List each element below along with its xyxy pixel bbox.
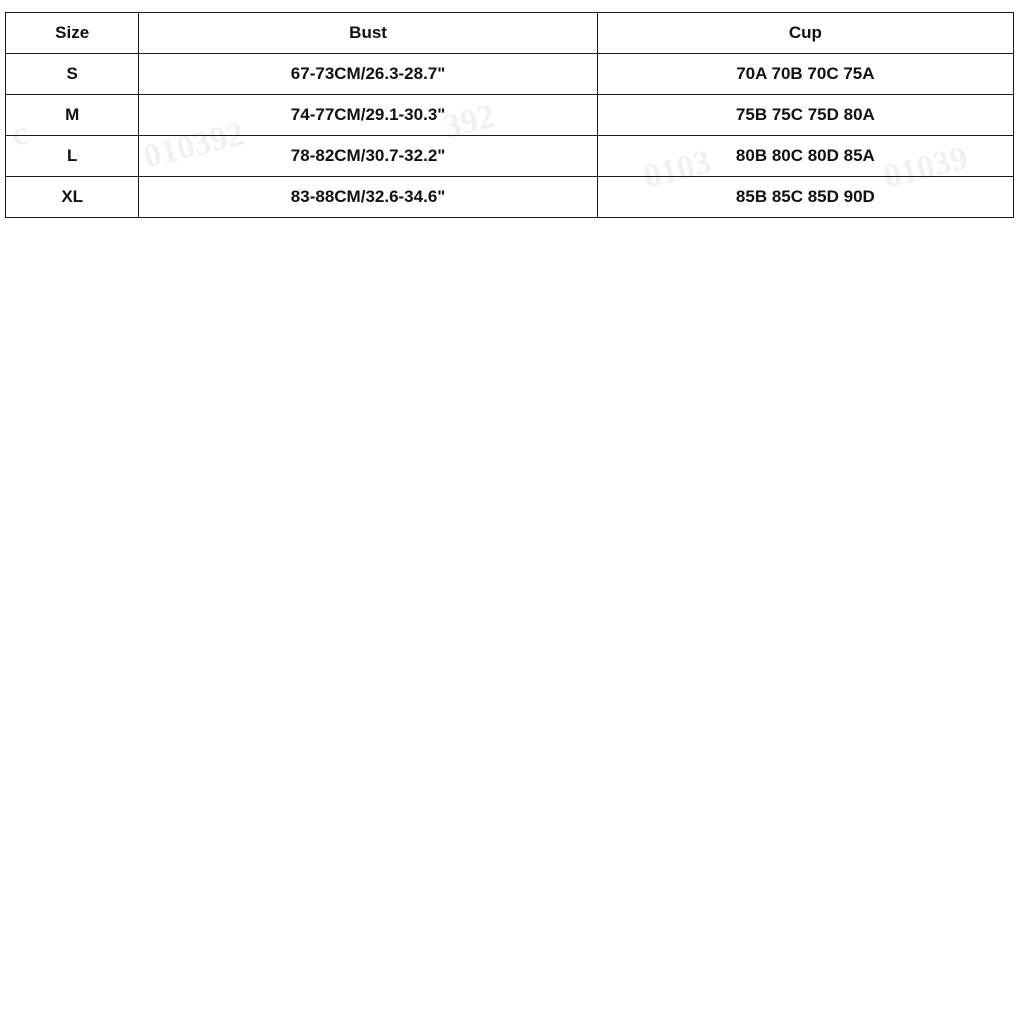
cell-bust: 83-88CM/32.6-34.6" (139, 177, 597, 218)
table-row (6, 136, 1014, 177)
size-chart-table (5, 12, 1014, 218)
table-header (6, 13, 1014, 54)
cell-size: S (6, 54, 139, 95)
cell-cup: 85B 85C 85D 90D (597, 177, 1013, 218)
cell-bust: 67-73CM/26.3-28.7" (139, 54, 597, 95)
watermark: 010392 (140, 115, 248, 176)
cell-size: L (6, 136, 139, 177)
cell-size: M (6, 95, 139, 136)
cell-cup: 70A 70B 70C 75A (597, 54, 1013, 95)
header-bust: Bust (139, 13, 597, 54)
table-row (6, 54, 1014, 95)
cell-bust: 78-82CM/30.7-32.2" (139, 136, 597, 177)
table-row (6, 177, 1014, 218)
header-row (6, 13, 1014, 54)
table-row (6, 95, 1014, 136)
cell-bust: 74-77CM/29.1-30.3" (139, 95, 597, 136)
watermark: c (8, 114, 32, 154)
watermark: 01039 (880, 139, 972, 196)
cell-size: XL (6, 177, 139, 218)
cell-cup: 75B 75C 75D 80A (597, 95, 1013, 136)
header-cup: Cup (597, 13, 1013, 54)
cell-cup: 80B 80C 80D 85A (597, 136, 1013, 177)
watermark: 392 (440, 97, 499, 146)
watermark: 0103 (640, 143, 715, 196)
table-body (6, 54, 1014, 218)
header-size: Size (6, 13, 139, 54)
